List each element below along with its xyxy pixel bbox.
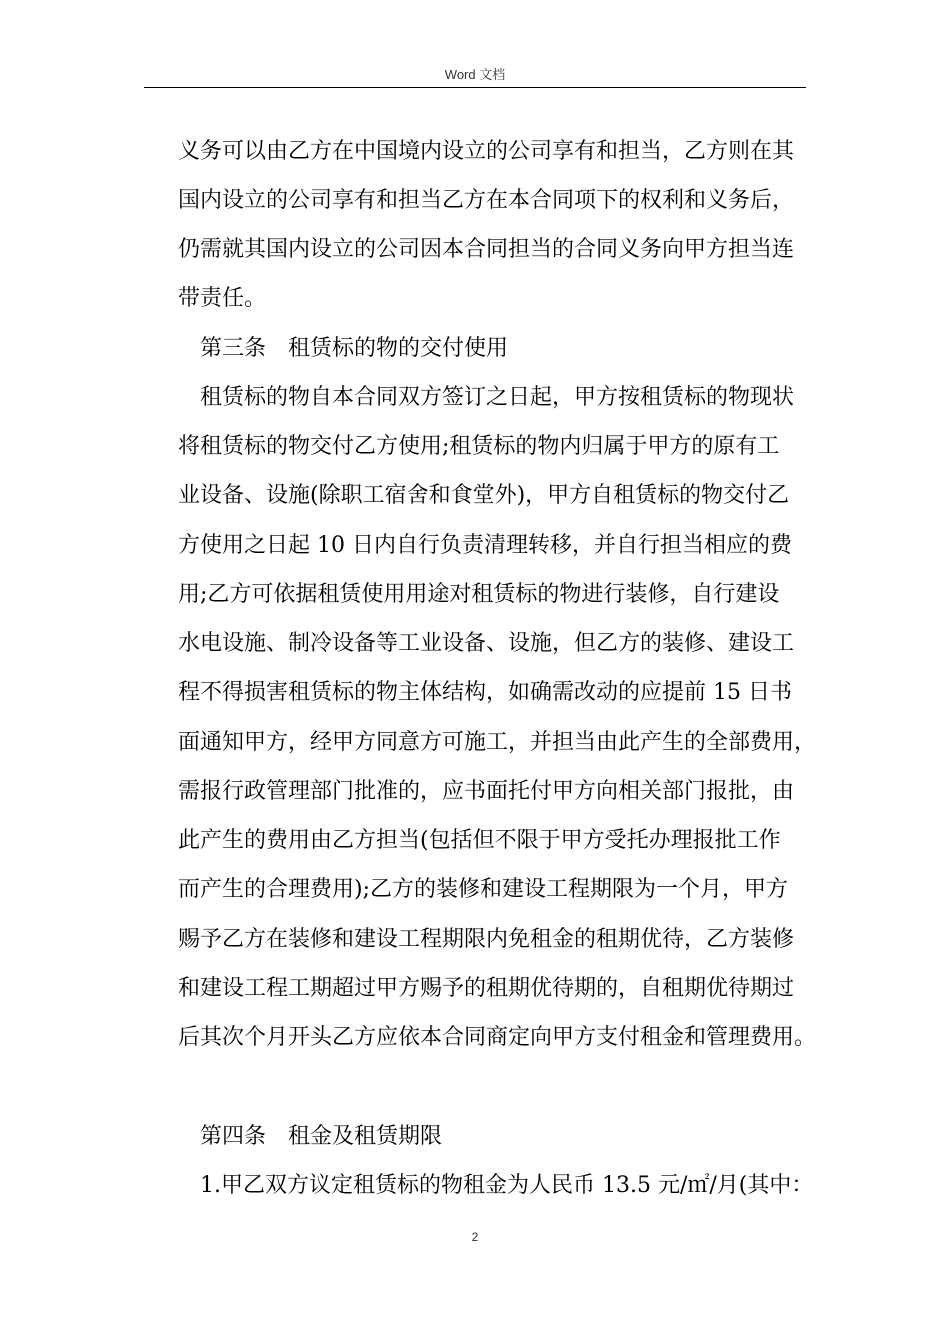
section-heading: 第四条 租金及租赁期限 [200, 1124, 443, 1149]
body-line: 水电设施、制冷设备等工业设备、设施，但乙方的装修、建设工 [178, 631, 795, 656]
body-line: 国内设立的公司享有和担当乙方在本合同项下的权利和义务后， [178, 188, 795, 213]
body-line: 和建设工程工期超过甲方赐予的租期优待期的，自租期优待期过 [178, 976, 795, 1001]
section-heading: 第三条 租赁标的物的交付使用 [200, 336, 509, 361]
body-line: 需报行政管理部门批准的，应书面托付甲方向相关部门报批，由 [178, 779, 795, 804]
body-line: 租赁标的物自本合同双方签订之日起，甲方按租赁标的物现状 [200, 385, 795, 410]
body-line: 用;乙方可依据租赁使用用途对租赁标的物进行装修，自行建设 [178, 582, 780, 607]
body-line: 而产生的合理费用);乙方的装修和建设工程期限为一个月，甲方 [178, 877, 788, 902]
body-line: 1.甲乙双方议定租赁标的物租金为人民币 13.5 元/㎡/月(其中： [200, 1173, 814, 1198]
body-line: 义务可以由乙方在中国境内设立的公司享有和担当，乙方则在其 [178, 139, 795, 164]
body-line: 带责任。 [178, 286, 267, 311]
body-line: 后其次个月开头乙方应依本合同商定向甲方支付租金和管理费用。 [178, 1025, 817, 1050]
body-line: 赐予乙方在装修和建设工程期限内免租金的租期优待，乙方装修 [178, 927, 795, 952]
body-line: 程不得损害租赁标的物主体结构，如确需改动的应提前 15 日书 [178, 680, 792, 705]
body-line: 业设备、设施(除职工宿舍和食堂外)，甲方自租赁标的物交付乙 [178, 483, 790, 508]
page-number: 2 [471, 1230, 479, 1244]
body-line: 仍需就其国内设立的公司因本合同担当的合同义务向甲方担当连 [178, 237, 795, 262]
body-line: 将租赁标的物交付乙方使用;租赁标的物内归属于甲方的原有工 [178, 434, 780, 459]
body-line: 此产生的费用由乙方担当(包括但不限于甲方受托办理报批工作 [178, 828, 781, 853]
body-line: 方使用之日起 10 日内自行负责清理转移，并自行担当相应的费 [178, 533, 792, 558]
body-line: 面通知甲方，经甲方同意方可施工，并担当由此产生的全部费用， [178, 730, 817, 755]
header-title: Word 文档 [444, 67, 506, 82]
header-rule [144, 87, 806, 88]
